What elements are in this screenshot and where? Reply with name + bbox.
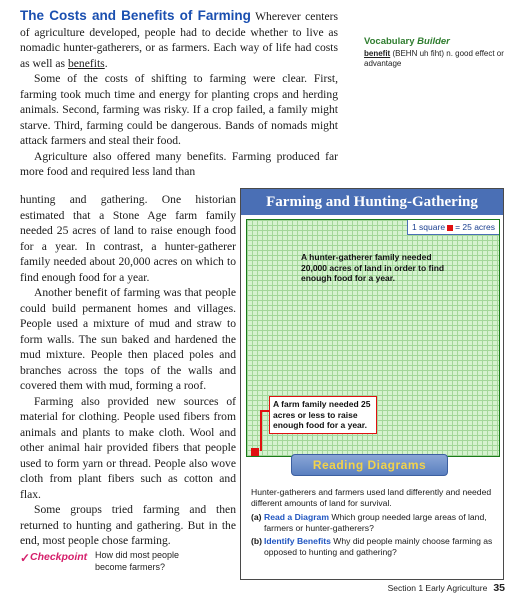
checkpoint	[20, 550, 240, 580]
vocabulary-builder-title: Vocabulary Builder	[364, 36, 450, 47]
legend-square-label: 1 square	[411, 222, 446, 232]
paragraph-costs: Some of the costs of shifting to farming were clear. First, farming took much time and energy for planting crops and herding animals. Second, farming was risky. If a crop failed, a family might starve. Third, farming could be dangerous. Bands of nomads might attack farmers and steal their food.	[20, 72, 338, 147]
footer-section: Section 1 Early Agriculture	[387, 583, 488, 593]
intro-paragraph	[20, 8, 338, 71]
farm-callout-line-vertical	[260, 410, 262, 451]
check-icon: ✓	[20, 551, 31, 565]
vocab-term: benefit	[364, 49, 391, 58]
paragraph-clothing: Farming also provided new sources of material for clothing. People used fibers from animals and plants to make cloth. Wool and other animal hair provided fibers that people used to form yarn or thread. People also wove cloth from plant fibers such as cotton and flax.	[20, 394, 236, 501]
article-body-column	[20, 192, 236, 549]
diagram-box	[240, 188, 504, 580]
intro-text-b: .	[104, 56, 108, 70]
checkpoint-label: Checkpoint	[30, 551, 88, 563]
skill-read-diagram: Read a Diagram	[264, 512, 329, 522]
paragraph-choice: Some groups tried farming and then returned to hunting and gathering. But in the end, most people chose farming.	[20, 503, 236, 547]
page-footer	[330, 582, 505, 594]
paragraph-benefits-top: Agriculture also offered many benefits. Farming produced far more food and required less land than	[20, 149, 338, 178]
vocab-link-benefits[interactable]: benefits	[67, 56, 105, 70]
article-body-top	[20, 8, 338, 180]
paragraph-homes: Another benefit of farming was that people could build permanent homes and villages. People used a mixture of mud and straw to form walls. The sun baked and hardened the mud mixture. People then placed poles and branches across the tops of the walls and covered them with mud, forming a roof.	[20, 286, 236, 392]
red-square-icon	[447, 225, 453, 231]
page-number: 35	[493, 582, 505, 594]
vocabulary-builder	[364, 37, 504, 69]
question-a: (a) Read a Diagram Which group needed large areas of land, farmers or hunter-gatherers?	[251, 512, 487, 533]
farm-family-label: A farm family needed 25 acres or less to raise enough food for a year.	[269, 396, 377, 434]
vocab-pronunciation: (BEHN uh fiht) n. good effect or advantage	[364, 49, 504, 68]
skill-identify-benefits: Identify Benefits	[264, 536, 331, 546]
question-b: (b) Identify Benefits Why did people mainly choose farming as opposed to hunting and gathering?	[251, 536, 493, 557]
hunter-gatherer-label: A hunter-gatherer family needed 20,000 acres of land in order to find enough food for a year.	[301, 252, 445, 283]
section-heading: The Costs and Benefits of Farming	[20, 8, 251, 23]
vocabulary-definition	[364, 49, 504, 69]
diagram-title: Farming and Hunting-Gathering	[241, 189, 503, 215]
legend-value: = 25 acres	[455, 222, 495, 232]
checkpoint-question: How did most people become farmers?	[95, 550, 180, 572]
diagram-caption	[251, 487, 495, 560]
grid-legend	[407, 220, 499, 235]
caption-text: Hunter-gatherers and farmers used land differently and needed different amounts of land for survival.	[251, 487, 492, 508]
farm-square-marker	[251, 448, 259, 456]
reading-diagrams-banner: Reading Diagrams	[291, 454, 448, 476]
paragraph-benefits-rest: hunting and gathering. One historian estimated that a Stone Age farm family needed 25 acres of land to raise enough food for a year. In contrast, a hunter-gatherer family needed about 20,000 acres on which to find enough food for a year.	[20, 193, 236, 284]
intro-text-a: Wherever centers of agriculture developed, people had to decide whether to live as nomadic hunter-gatherers, or as farmers. Each way of life had costs as well as	[20, 10, 338, 70]
land-grid	[246, 219, 500, 457]
